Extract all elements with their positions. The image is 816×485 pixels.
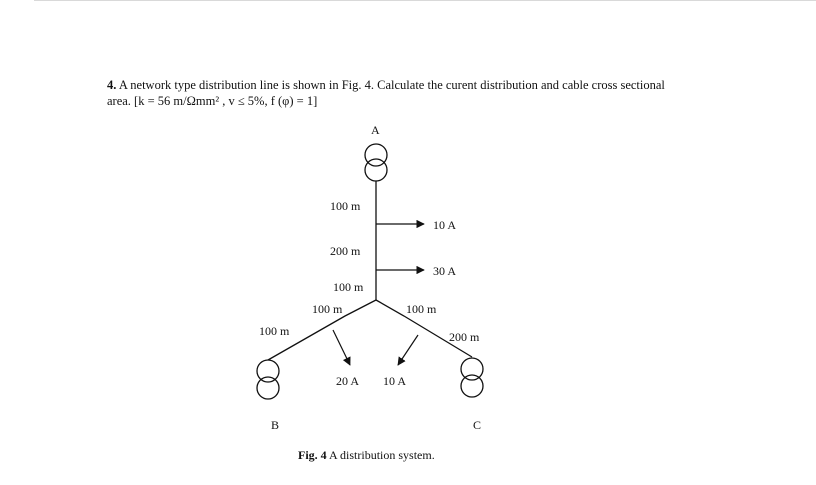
load-label-trunk-1: 10 A — [433, 218, 457, 232]
transformer-b-icon — [257, 360, 279, 399]
figure-caption — [298, 448, 435, 463]
problem-text: A network type distribution line is shown in Fig. 4. Calculate the curent distribution and cable cross sectional area. [k = 56 m/Ωmm² , v ≤ 5%, f (φ) = 1] — [107, 78, 665, 108]
load-arrow-left-branch — [333, 330, 350, 365]
segment-label-left-lower: 100 m — [259, 324, 290, 338]
transformer-c-icon — [461, 358, 483, 397]
figure-number: Fig. 4 — [298, 448, 327, 462]
node-label-a: A — [371, 123, 380, 137]
problem-number: 4. — [107, 78, 117, 92]
segment-label-right-lower: 200 m — [449, 330, 480, 344]
load-label-right-branch: 10 A — [383, 374, 407, 388]
segment-label-3: 100 m — [333, 280, 364, 294]
node-label-c: C — [473, 418, 482, 432]
segment-label-right-upper: 100 m — [406, 302, 437, 316]
transformer-a-icon — [365, 144, 387, 181]
segment-label-1: 100 m — [330, 199, 361, 213]
load-label-left-branch: 20 A — [336, 374, 360, 388]
figure-caption-text: A distribution system. — [329, 448, 435, 462]
segment-label-left-upper: 100 m — [312, 302, 343, 316]
load-arrow-right-branch — [398, 335, 418, 365]
load-label-trunk-2: 30 A — [433, 264, 457, 278]
node-label-b: B — [271, 418, 280, 432]
segment-label-2: 200 m — [330, 244, 361, 258]
